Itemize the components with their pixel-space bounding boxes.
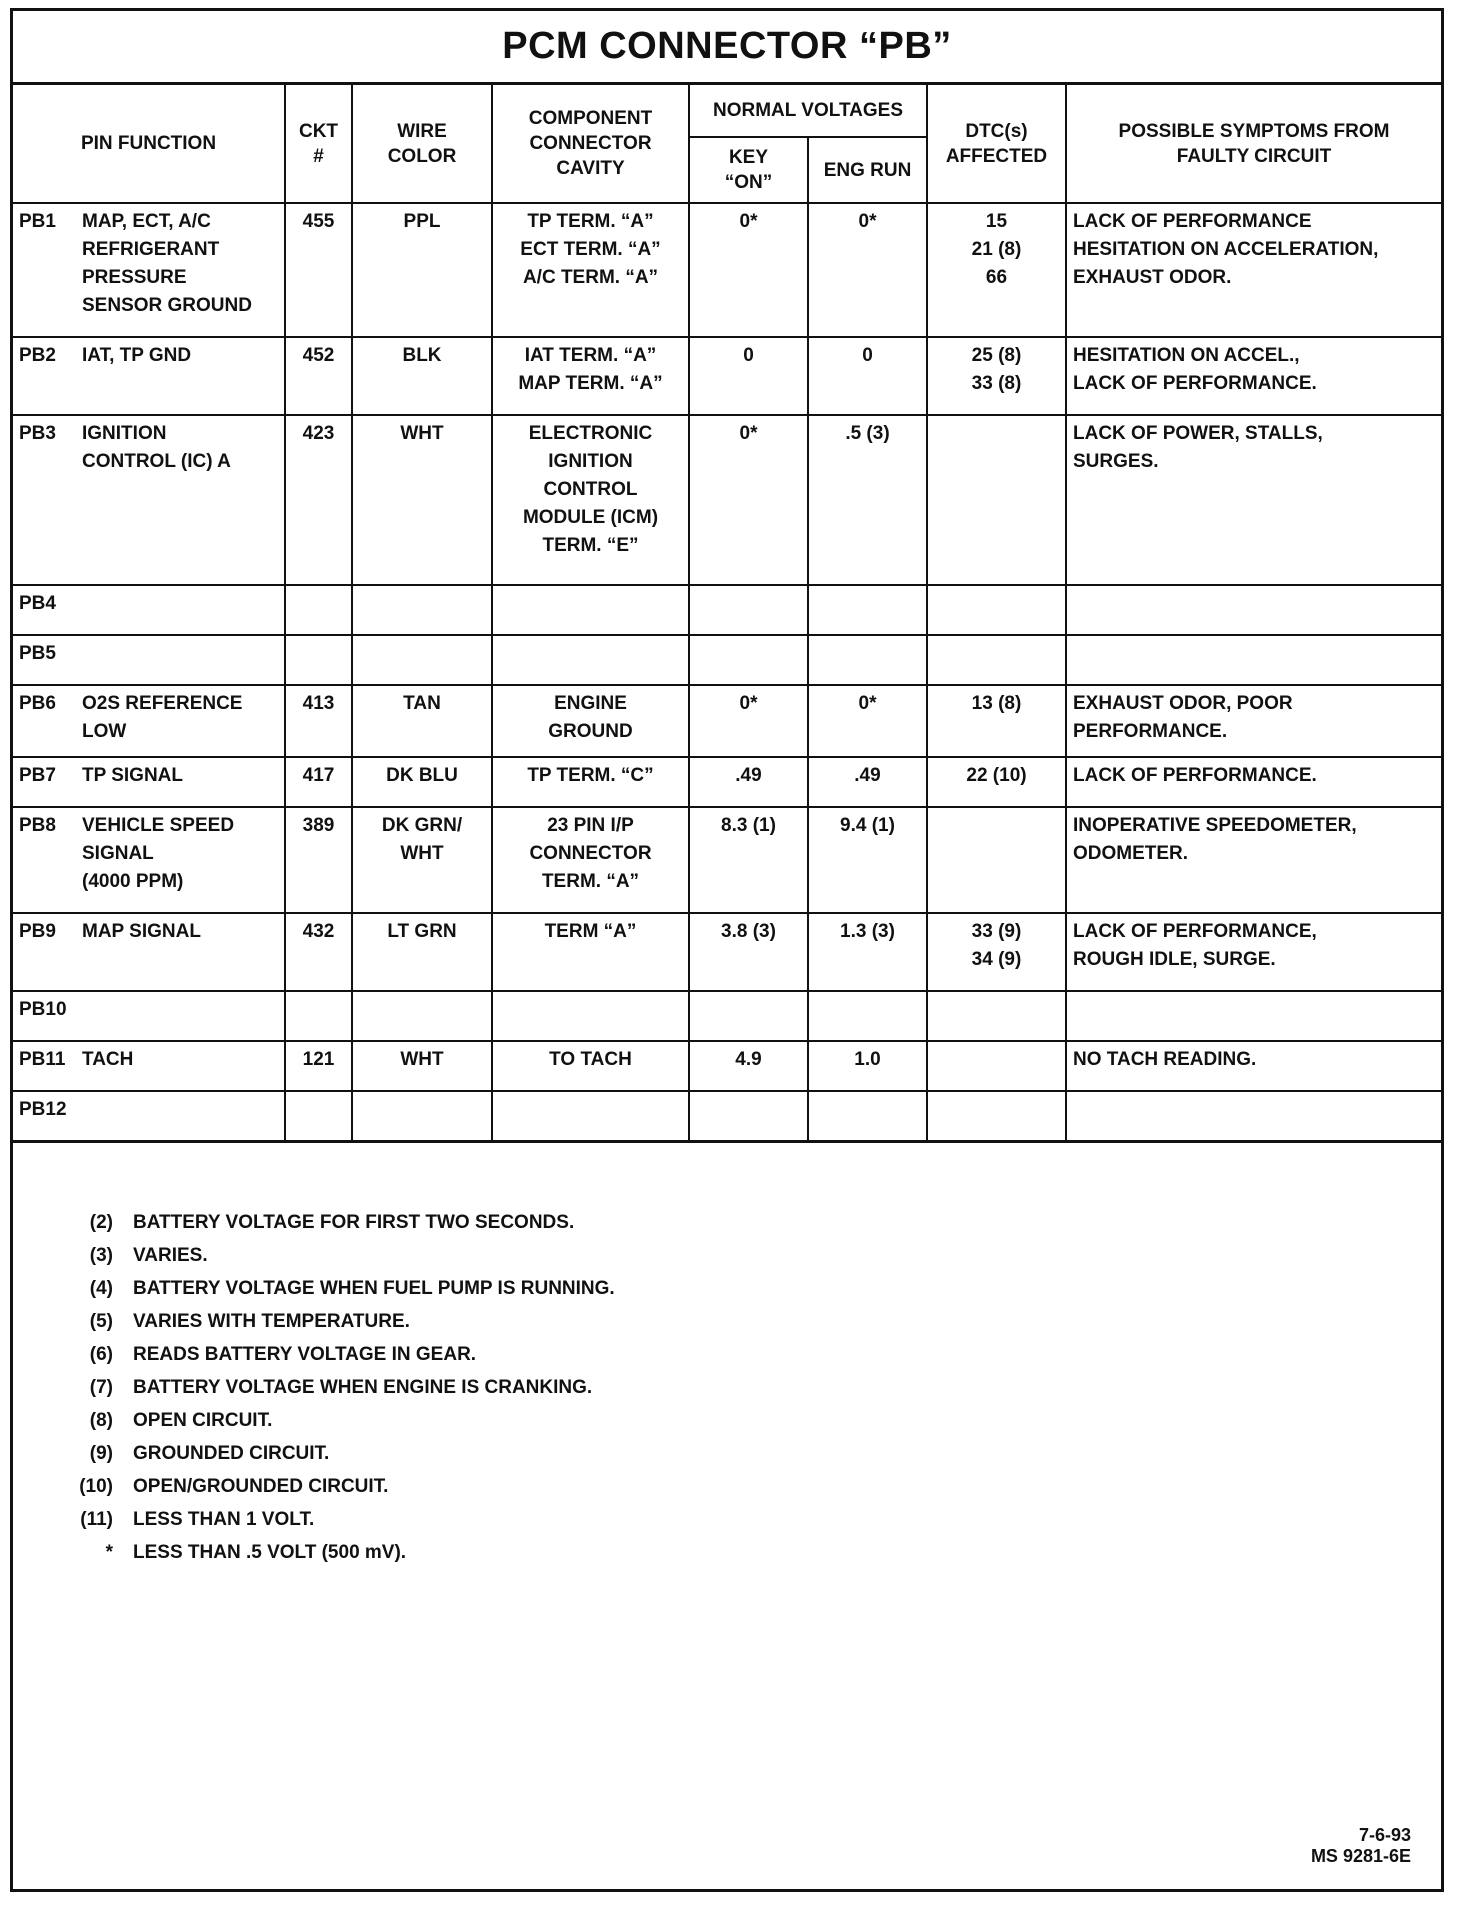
ckt-cell [285, 1091, 352, 1141]
pin-function: IGNITION CONTROL (IC) A [82, 423, 231, 472]
ckt-cell: 121 [285, 1041, 352, 1091]
wire-color-cell: PPL [352, 203, 492, 337]
stamp-date: 7-6-93 [1358, 1825, 1411, 1845]
note-text: GROUNDED CIRCUIT. [133, 1443, 330, 1464]
eng-run-voltage-cell: 0* [808, 203, 927, 337]
pin-function [82, 996, 278, 1024]
dtc-cell: 13 (8) [927, 685, 1066, 757]
note-marker: (4) [89, 1278, 113, 1299]
symptoms-cell: NO TACH READING. [1066, 1041, 1441, 1091]
cavity-cell [492, 585, 689, 635]
symptoms-cell: LACK OF PERFORMANCE, ROUGH IDLE, SURGE. [1066, 913, 1441, 991]
eng-run-voltage-cell [808, 1091, 927, 1141]
key-on-voltage-cell: 0* [689, 203, 808, 337]
pin-id: PB6 [19, 693, 56, 714]
wire-color-cell: WHT [352, 1041, 492, 1091]
cavity-cell: 23 PIN I/P CONNECTOR TERM. “A” [492, 807, 689, 913]
pinout-table [13, 85, 1441, 1143]
dtc-cell [927, 415, 1066, 585]
ckt-cell: 432 [285, 913, 352, 991]
pin-function: IAT, TP GND [82, 345, 192, 366]
document-stamp [1311, 1825, 1411, 1867]
note-marker: * [105, 1542, 113, 1563]
note-item [63, 1272, 615, 1305]
cavity-cell [492, 635, 689, 685]
document-frame [10, 8, 1444, 1892]
symptoms-cell: HESITATION ON ACCEL., LACK OF PERFORMANCE. [1066, 337, 1441, 415]
cavity-cell: TP TERM. “A” ECT TERM. “A” A/C TERM. “A” [492, 203, 689, 337]
note-text: VARIES WITH TEMPERATURE. [133, 1311, 410, 1332]
note-item [63, 1503, 615, 1536]
header-symptoms: POSSIBLE SYMPTOMS FROM FAULTY CIRCUIT [1066, 85, 1441, 203]
pin-function: MAP SIGNAL [82, 921, 201, 942]
pin-id: PB5 [19, 643, 56, 664]
table-row [13, 1041, 1441, 1091]
cavity-cell: ENGINE GROUND [492, 685, 689, 757]
pin-id: PB1 [19, 211, 56, 232]
pin-function: VEHICLE SPEED SIGNAL (4000 PPM) [82, 815, 235, 892]
pin-cell [13, 1091, 285, 1141]
table-row [13, 415, 1441, 585]
pin-cell [13, 913, 285, 991]
table-row [13, 913, 1441, 991]
pin-id: PB3 [19, 423, 56, 444]
pin-function [82, 590, 278, 618]
note-item [63, 1371, 615, 1404]
note-text: BATTERY VOLTAGE WHEN FUEL PUMP IS RUNNING. [133, 1278, 615, 1299]
table-row [13, 635, 1441, 685]
eng-run-voltage-cell [808, 585, 927, 635]
pin-function: O2S REFERENCE LOW [82, 693, 243, 742]
dtc-cell: 22 (10) [927, 757, 1066, 807]
ckt-cell: 389 [285, 807, 352, 913]
pin-cell [13, 337, 285, 415]
eng-run-voltage-cell: .49 [808, 757, 927, 807]
wire-color-cell: TAN [352, 685, 492, 757]
note-text: VARIES. [133, 1245, 208, 1266]
note-item [63, 1239, 615, 1272]
wire-color-cell [352, 1091, 492, 1141]
note-item [63, 1206, 615, 1239]
note-text: BATTERY VOLTAGE WHEN ENGINE IS CRANKING. [133, 1377, 593, 1398]
note-marker: (6) [89, 1344, 113, 1365]
dtc-cell [927, 635, 1066, 685]
pin-cell [13, 757, 285, 807]
footnotes [63, 1206, 615, 1569]
note-text: LESS THAN 1 VOLT. [133, 1509, 315, 1530]
key-on-voltage-cell: 0* [689, 685, 808, 757]
key-on-voltage-cell [689, 991, 808, 1041]
dtc-cell [927, 585, 1066, 635]
pin-cell [13, 415, 285, 585]
dtc-cell [927, 1091, 1066, 1141]
key-on-voltage-cell: 3.8 (3) [689, 913, 808, 991]
eng-run-voltage-cell: 9.4 (1) [808, 807, 927, 913]
dtc-cell: 33 (9) 34 (9) [927, 913, 1066, 991]
ckt-cell: 417 [285, 757, 352, 807]
pin-cell [13, 685, 285, 757]
table-row [13, 685, 1441, 757]
table-row [13, 203, 1441, 337]
ckt-cell [285, 585, 352, 635]
header-pin-function: PIN FUNCTION [13, 85, 285, 203]
dtc-cell [927, 807, 1066, 913]
wire-color-cell: DK BLU [352, 757, 492, 807]
note-item [63, 1305, 615, 1338]
symptoms-cell [1066, 585, 1441, 635]
eng-run-voltage-cell [808, 635, 927, 685]
wire-color-cell [352, 635, 492, 685]
dtc-cell [927, 991, 1066, 1041]
note-item [63, 1536, 615, 1569]
cavity-cell: ELECTRONIC IGNITION CONTROL MODULE (ICM) TERM. “E” [492, 415, 689, 585]
pin-id: PB2 [19, 345, 56, 366]
ckt-cell: 455 [285, 203, 352, 337]
pin-id: PB7 [19, 765, 56, 786]
header-component-cavity: COMPONENT CONNECTOR CAVITY [492, 85, 689, 203]
wire-color-cell [352, 991, 492, 1041]
pin-cell [13, 203, 285, 337]
wire-color-cell: BLK [352, 337, 492, 415]
note-item [63, 1470, 615, 1503]
eng-run-voltage-cell: 0* [808, 685, 927, 757]
pin-id: PB10 [19, 999, 67, 1020]
note-marker: (2) [89, 1212, 113, 1233]
wire-color-cell [352, 585, 492, 635]
pin-cell [13, 635, 285, 685]
symptoms-cell [1066, 1091, 1441, 1141]
note-text: READS BATTERY VOLTAGE IN GEAR. [133, 1344, 477, 1365]
key-on-voltage-cell [689, 585, 808, 635]
symptoms-cell [1066, 991, 1441, 1041]
wire-color-cell: LT GRN [352, 913, 492, 991]
symptoms-cell: LACK OF PERFORMANCE HESITATION ON ACCELERATION, EXHAUST ODOR. [1066, 203, 1441, 337]
note-text: OPEN CIRCUIT. [133, 1410, 273, 1431]
table-row [13, 1091, 1441, 1141]
symptoms-cell: LACK OF PERFORMANCE. [1066, 757, 1441, 807]
note-marker: (11) [80, 1509, 113, 1530]
note-marker: (7) [89, 1377, 113, 1398]
note-text: LESS THAN .5 VOLT (500 mV). [133, 1542, 407, 1563]
ckt-cell [285, 635, 352, 685]
pin-cell [13, 585, 285, 635]
note-item [63, 1437, 615, 1470]
pin-id: PB8 [19, 815, 56, 836]
pin-function [82, 640, 278, 668]
note-marker: (5) [89, 1311, 113, 1332]
pin-function [82, 1096, 278, 1124]
note-marker: (3) [89, 1245, 113, 1266]
eng-run-voltage-cell: .5 (3) [808, 415, 927, 585]
note-marker: (8) [89, 1410, 113, 1431]
table-row [13, 757, 1441, 807]
ckt-cell [285, 991, 352, 1041]
note-marker: (9) [89, 1443, 113, 1464]
table-row [13, 807, 1441, 913]
eng-run-voltage-cell: 0 [808, 337, 927, 415]
symptoms-cell: LACK OF POWER, STALLS, SURGES. [1066, 415, 1441, 585]
eng-run-voltage-cell [808, 991, 927, 1041]
dtc-cell [927, 1041, 1066, 1091]
pin-function: MAP, ECT, A/C REFRIGERANT PRESSURE SENSOR GROUND [82, 211, 252, 316]
page-title: PCM CONNECTOR “PB” [13, 11, 1441, 85]
pin-cell [13, 1041, 285, 1091]
cavity-cell: IAT TERM. “A” MAP TERM. “A” [492, 337, 689, 415]
note-item [63, 1404, 615, 1437]
note-text: BATTERY VOLTAGE FOR FIRST TWO SECONDS. [133, 1212, 575, 1233]
header-normal-voltages: NORMAL VOLTAGES [689, 85, 927, 137]
key-on-voltage-cell: 0 [689, 337, 808, 415]
eng-run-voltage-cell: 1.0 [808, 1041, 927, 1091]
key-on-voltage-cell: 0* [689, 415, 808, 585]
cavity-cell: TO TACH [492, 1041, 689, 1091]
cavity-cell [492, 991, 689, 1041]
ckt-cell: 423 [285, 415, 352, 585]
wire-color-cell: DK GRN/ WHT [352, 807, 492, 913]
header-eng-run: ENG RUN [808, 137, 927, 203]
note-marker: (10) [79, 1476, 113, 1497]
pin-function: TP SIGNAL [82, 765, 183, 786]
stamp-code: MS 9281-6E [1310, 1846, 1411, 1866]
table-row [13, 337, 1441, 415]
header-wire-color: WIRE COLOR [352, 85, 492, 203]
pin-id: PB12 [19, 1099, 67, 1120]
pin-cell [13, 991, 285, 1041]
key-on-voltage-cell: .49 [689, 757, 808, 807]
note-text: OPEN/GROUNDED CIRCUIT. [133, 1476, 389, 1497]
table-row [13, 585, 1441, 635]
header-key-on: KEY “ON” [689, 137, 808, 203]
ckt-cell: 413 [285, 685, 352, 757]
header-dtc: DTC(s) AFFECTED [927, 85, 1066, 203]
key-on-voltage-cell [689, 1091, 808, 1141]
pin-id: PB4 [19, 593, 56, 614]
key-on-voltage-cell: 8.3 (1) [689, 807, 808, 913]
cavity-cell: TP TERM. “C” [492, 757, 689, 807]
symptoms-cell: INOPERATIVE SPEEDOMETER, ODOMETER. [1066, 807, 1441, 913]
table-row [13, 991, 1441, 1041]
ckt-cell: 452 [285, 337, 352, 415]
pin-cell [13, 807, 285, 913]
cavity-cell: TERM “A” [492, 913, 689, 991]
eng-run-voltage-cell: 1.3 (3) [808, 913, 927, 991]
cavity-cell [492, 1091, 689, 1141]
key-on-voltage-cell: 4.9 [689, 1041, 808, 1091]
pin-function: TACH [82, 1049, 134, 1070]
symptoms-cell [1066, 635, 1441, 685]
pin-id: PB9 [19, 921, 56, 942]
key-on-voltage-cell [689, 635, 808, 685]
dtc-cell: 15 21 (8) 66 [927, 203, 1066, 337]
pin-id: PB11 [19, 1049, 66, 1070]
symptoms-cell: EXHAUST ODOR, POOR PERFORMANCE. [1066, 685, 1441, 757]
dtc-cell: 25 (8) 33 (8) [927, 337, 1066, 415]
note-item [63, 1338, 615, 1371]
wire-color-cell: WHT [352, 415, 492, 585]
header-ckt: CKT # [285, 85, 352, 203]
